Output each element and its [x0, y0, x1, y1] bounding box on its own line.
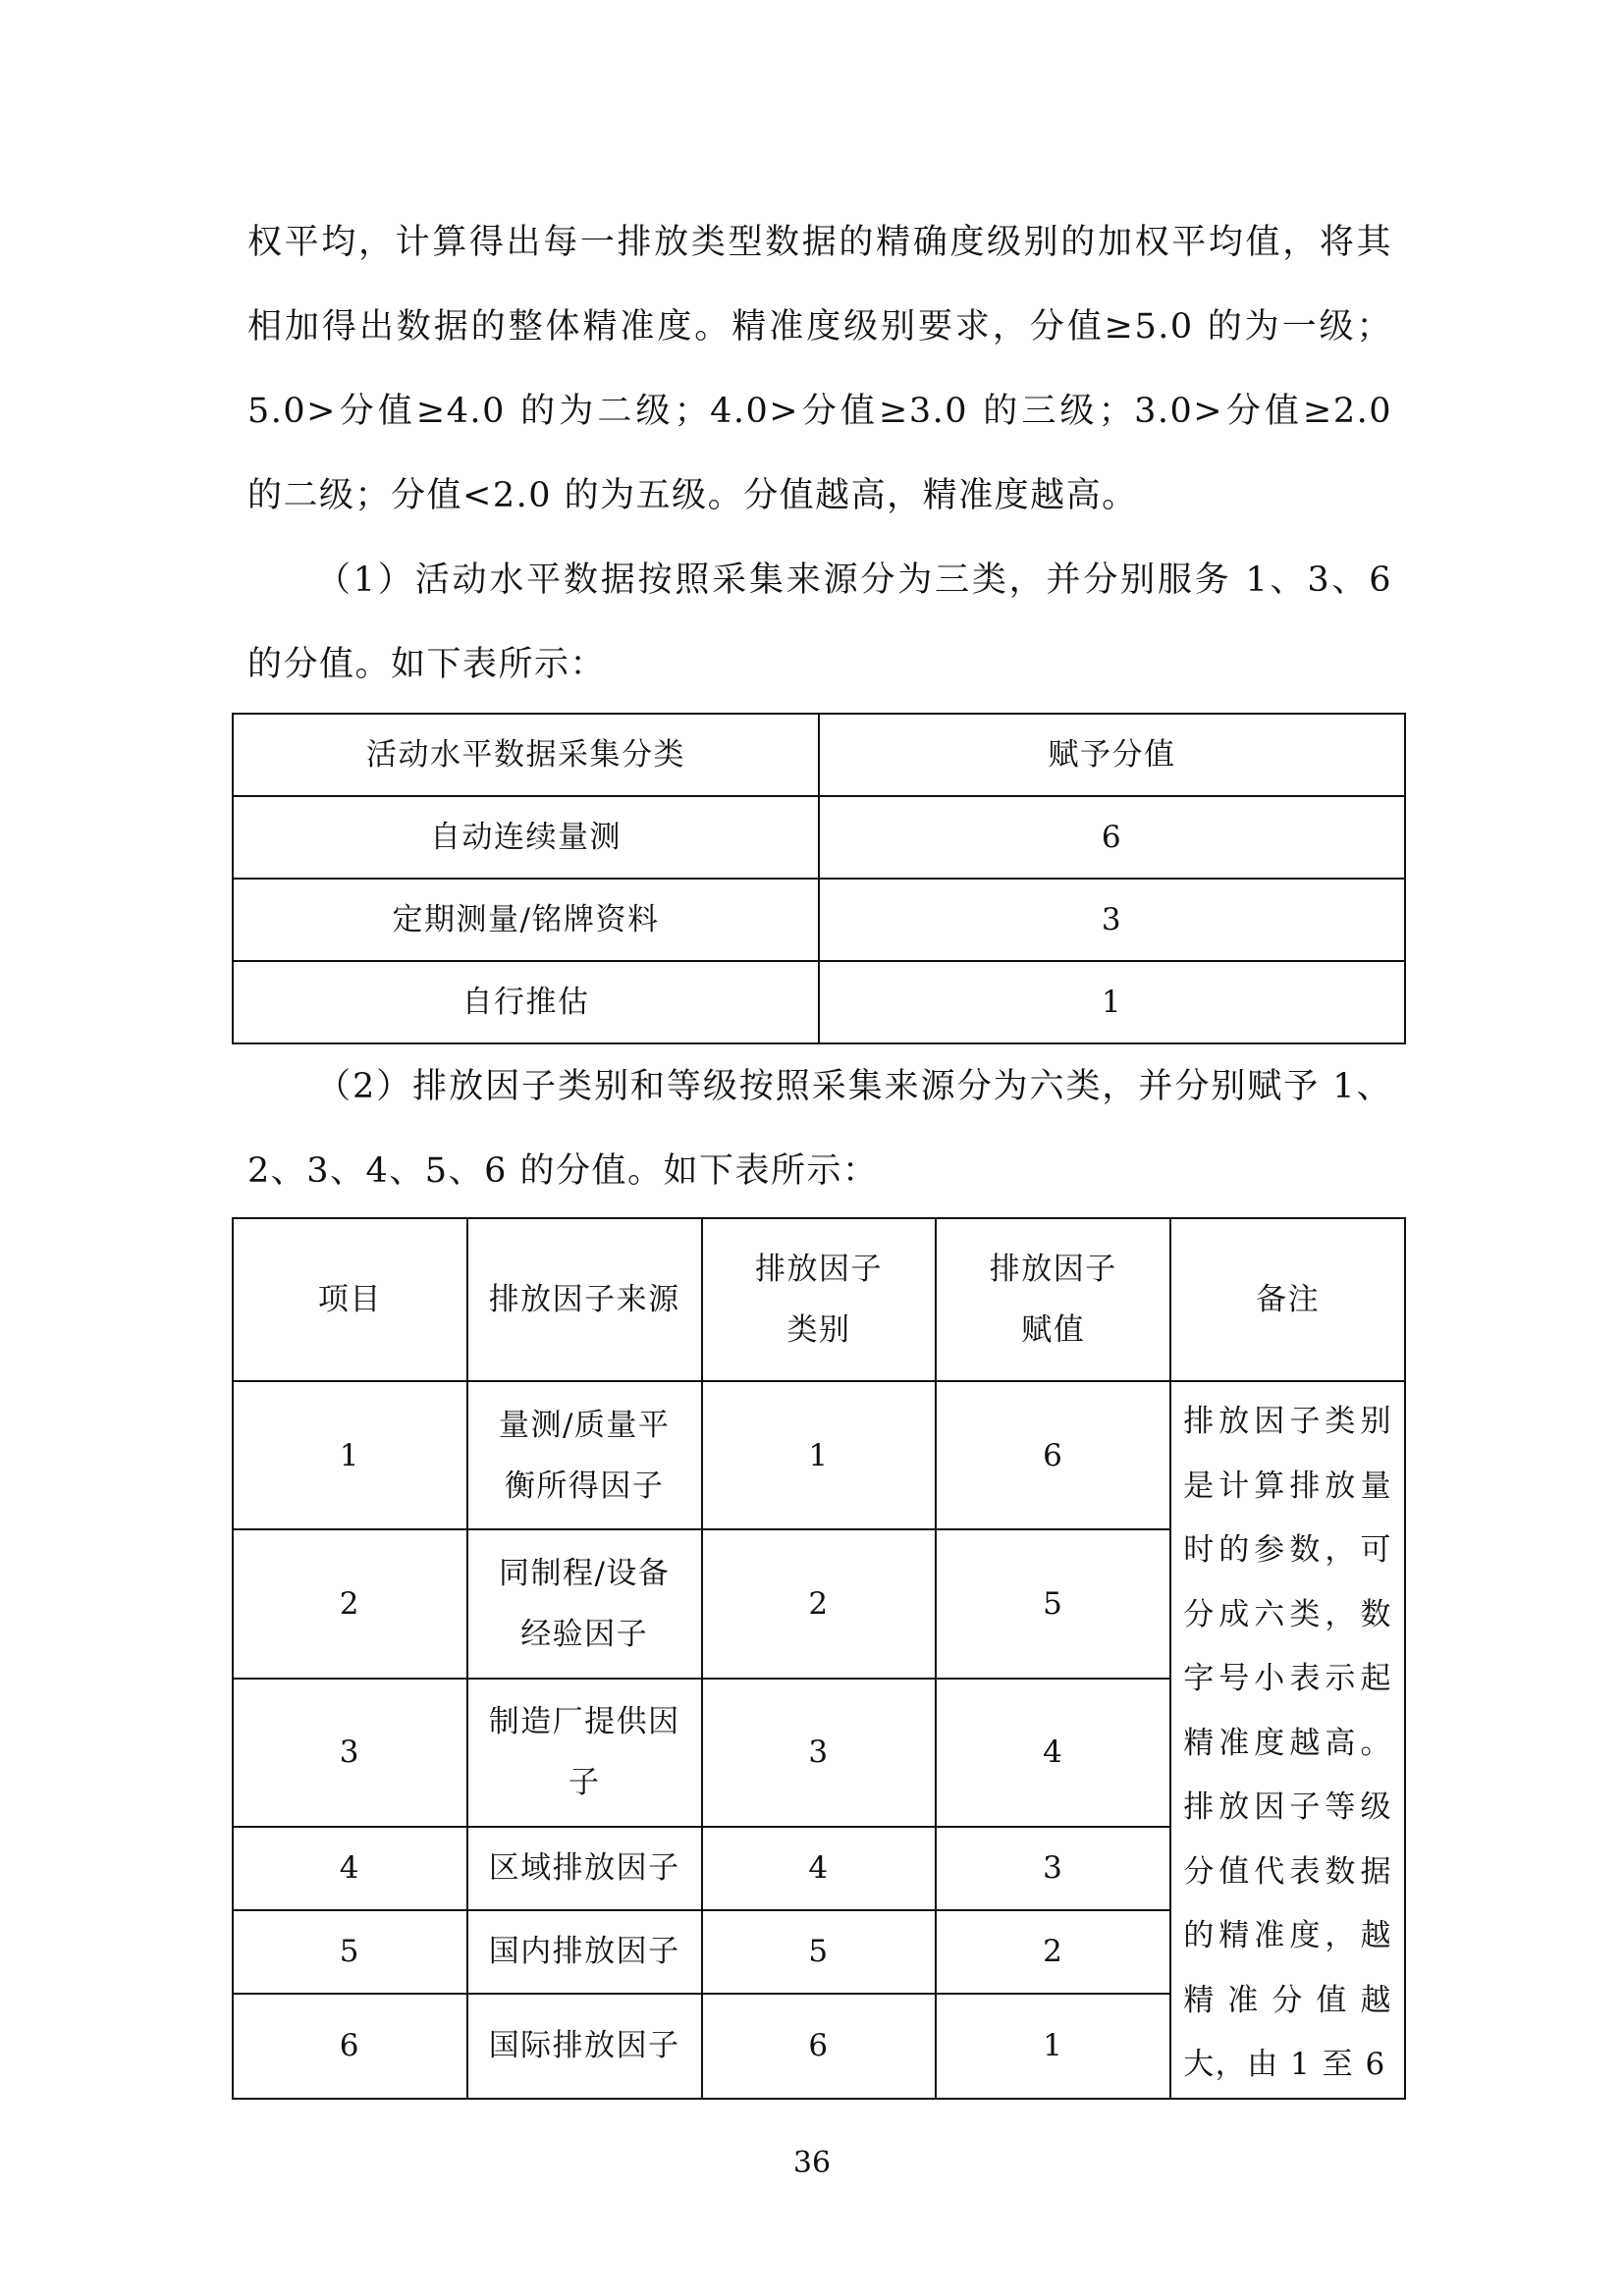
table-cell: 2	[936, 1910, 1170, 1994]
table-header-cell: 项目	[233, 1218, 467, 1381]
table-cell: 同制程/设备经验因子	[467, 1529, 702, 1678]
table-cell: 5	[702, 1910, 937, 1994]
table-cell: 5	[233, 1910, 467, 1994]
table-header-cell: 活动水平数据采集分类	[233, 714, 819, 796]
table-cell: 6	[819, 796, 1405, 879]
table-cell: 量测/质量平衡所得因子	[467, 1381, 702, 1529]
table-cell: 3	[233, 1679, 467, 1827]
paragraph-activity-data-intro: （1）活动水平数据按照采集来源分为三类，并分别服务 1、3、6 的分值。如下表所示：	[247, 561, 1392, 684]
table-header-cell: 排放因子赋值	[936, 1218, 1170, 1381]
table-cell: 6	[233, 1994, 467, 2099]
table-header-row	[233, 1218, 1405, 1381]
table-cell: 国内排放因子	[467, 1910, 702, 1994]
table-cell: 4	[936, 1679, 1170, 1827]
page-number: 36	[792, 2146, 832, 2180]
table-cell: 定期测量/铭牌资料	[233, 879, 819, 961]
table-header-cell: 排放因子类别	[702, 1218, 937, 1381]
table-row	[233, 1381, 1405, 1529]
table-cell: 6	[936, 1381, 1170, 1529]
table-header-cell: 备注	[1170, 1218, 1405, 1381]
table-cell: 制造厂提供因子	[467, 1679, 702, 1827]
table-cell: 1	[819, 961, 1405, 1043]
table-header-row	[233, 714, 1405, 796]
table-cell: 2	[702, 1529, 937, 1678]
table-cell: 5	[936, 1529, 1170, 1678]
paragraph-emission-factor-intro: （2）排放因子类别和等级按照采集来源分为六类，并分别赋予 1、2、3、4、5、6 的分值。如下表所示：	[247, 1067, 1392, 1191]
table-cell: 1	[233, 1381, 467, 1529]
table-row	[233, 879, 1405, 961]
paragraph-precision-levels: 权平均，计算得出每一排放类型数据的精确度级别的加权平均值，将其相加得出数据的整体精准度。精准度级别要求，分值≥5.0 的为一级；5.0>分值≥4.0 的为二级；4.0>分值≥3.0 的三级；3.0>分值≥2.0 的二级；分值<2.0 的为五级。分值越高，精准度越高。	[247, 223, 1392, 515]
table-header-cell: 排放因子来源	[467, 1218, 702, 1381]
table-cell: 自行推估	[233, 961, 819, 1043]
table-cell: 4	[702, 1827, 937, 1910]
table-row	[233, 961, 1405, 1043]
table-cell: 6	[702, 1994, 937, 2099]
table-cell: 4	[233, 1827, 467, 1910]
table-cell: 1	[702, 1381, 937, 1529]
emission-factor-score-table	[232, 1217, 1406, 2100]
activity-data-score-table	[232, 713, 1406, 1044]
table-cell: 3	[936, 1827, 1170, 1910]
table-note-cell: 排放因子类别是计算排放量时的参数，可分成六类，数字号小表示起精准度越高。排放因子等级分值代表数据的精准度，越精准分值越大，由 1 至 6	[1170, 1381, 1405, 2099]
table-cell: 1	[936, 1994, 1170, 2099]
table-header-cell: 赋予分值	[819, 714, 1405, 796]
table-cell: 自动连续量测	[233, 796, 819, 879]
table-cell: 3	[702, 1679, 937, 1827]
table-row	[233, 796, 1405, 879]
table-cell: 3	[819, 879, 1405, 961]
table-cell: 2	[233, 1529, 467, 1678]
table-cell: 区域排放因子	[467, 1827, 702, 1910]
table-cell: 国际排放因子	[467, 1994, 702, 2099]
